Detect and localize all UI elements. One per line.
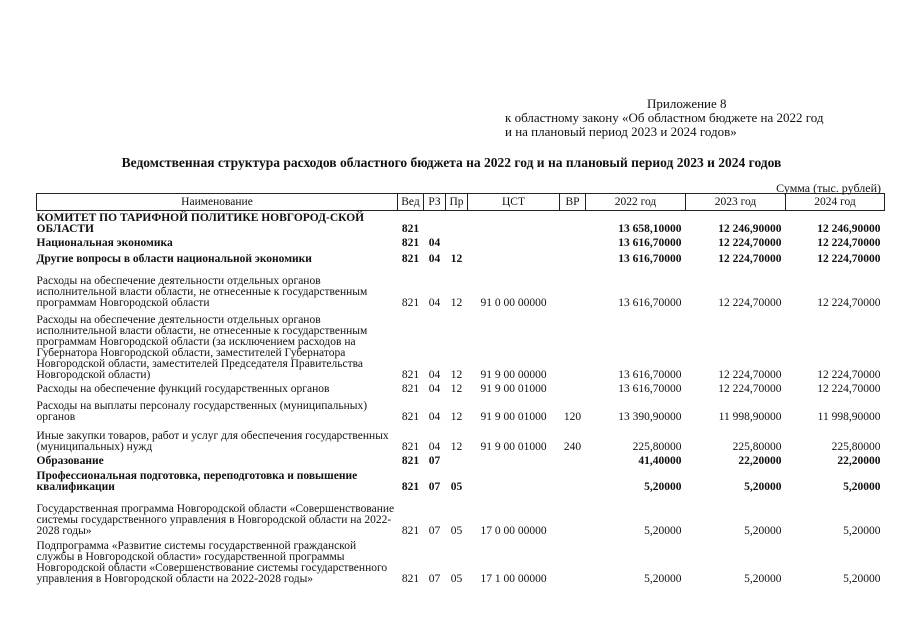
cell-vr: 120 <box>563 410 582 423</box>
cell-cst <box>468 236 560 250</box>
document-title: Ведомственная структура расходов областного бюджета на 2022 год и на плановый период 2023 и 2024 годов <box>121 155 782 170</box>
cell-name: Расходы на обеспечение деятельности отдельных органов исполнительной власти области, не отнесенные к государственным программам Новгородской области <box>36 274 368 309</box>
budget-table <box>36 193 885 586</box>
header-2023: 2023 год <box>686 194 786 211</box>
header-ved: Вед <box>398 194 424 211</box>
cell-ved: 821 <box>401 236 420 249</box>
table-row <box>37 396 885 424</box>
cell-ved: 821 <box>401 296 420 309</box>
cell-y2022: 13 616,70000 <box>618 368 682 381</box>
cell-pr <box>446 236 468 250</box>
cell-rz: 07 <box>428 524 441 537</box>
table-row <box>37 236 885 250</box>
units-note: Сумма (тыс. рублей) <box>776 181 881 195</box>
cell-vr <box>560 211 586 236</box>
table-row <box>37 424 885 454</box>
cell-ved: 821 <box>401 440 420 453</box>
cell-rz: 04 <box>428 368 441 381</box>
cell-y2022: 13 658,10000 <box>618 222 682 235</box>
cell-y2024: 11 998,90000 <box>817 410 881 423</box>
cell-cst <box>468 250 560 266</box>
cell-pr: 12 <box>450 296 463 309</box>
table-row <box>37 538 885 586</box>
appendix-title: Приложение 8 <box>647 96 727 111</box>
cell-rz: 04 <box>428 440 441 453</box>
cell-cst: 17 0 00 00000 <box>480 524 547 537</box>
cell-name: Национальная экономика <box>36 236 173 249</box>
cell-y2023: 22,20000 <box>738 454 782 467</box>
table-row <box>37 211 885 236</box>
cell-y2022: 41,40000 <box>638 454 682 467</box>
cell-y2024: 22,20000 <box>837 454 881 467</box>
cell-name: Подпрограмма «Развитие системы государственной гражданской службы в Новгородской области» государственной программы Новгородской области «Совершенствование системы государственного управления в Новгородской области на 2022-2028 годы» <box>36 539 388 585</box>
cell-pr <box>446 454 468 468</box>
cell-rz <box>424 211 446 236</box>
cell-pr: 12 <box>450 368 463 381</box>
cell-cst: 91 9 00 01000 <box>480 410 547 423</box>
cell-name: Расходы на выплаты персоналу государственных (муниципальных) органов <box>36 399 368 423</box>
appendix-line-2: и на плановый период 2023 и 2024 годов» <box>505 124 737 139</box>
cell-y2023: 12 224,70000 <box>718 252 782 265</box>
cell-y2022: 5,20000 <box>644 524 682 537</box>
header-rz: РЗ <box>424 194 446 211</box>
cell-y2024: 12 224,70000 <box>817 382 881 395</box>
cell-y2024: 12 224,70000 <box>817 368 881 381</box>
cell-vr <box>560 236 586 250</box>
cell-pr: 12 <box>450 440 463 453</box>
cell-y2024: 12 224,70000 <box>817 236 881 249</box>
cell-y2023: 5,20000 <box>744 524 782 537</box>
cell-rz: 04 <box>428 410 441 423</box>
cell-cst <box>468 454 560 468</box>
cell-vr: 240 <box>563 440 582 453</box>
cell-y2022: 225,80000 <box>632 440 682 453</box>
header-pr: Пр <box>446 194 468 211</box>
header-name: Наименование <box>37 194 398 211</box>
cell-ved: 821 <box>401 410 420 423</box>
cell-y2024: 225,80000 <box>831 440 881 453</box>
cell-name: Другие вопросы в области национальной экономики <box>36 252 312 265</box>
cell-name: Образование <box>36 454 104 467</box>
cell-pr: 05 <box>450 480 463 493</box>
cell-y2022: 13 616,70000 <box>618 236 682 249</box>
cell-ved: 821 <box>401 572 420 585</box>
cell-y2023: 5,20000 <box>744 572 782 585</box>
cell-pr: 05 <box>450 572 463 585</box>
cell-y2022: 5,20000 <box>644 480 682 493</box>
cell-y2024: 12 246,90000 <box>817 222 881 235</box>
cell-name: Иные закупки товаров, работ и услуг для обеспечения государственных (муниципальных) нужд <box>36 429 389 453</box>
cell-ved: 821 <box>401 454 420 467</box>
cell-y2023: 225,80000 <box>732 440 782 453</box>
cell-y2023: 11 998,90000 <box>718 410 782 423</box>
cell-y2022: 5,20000 <box>644 572 682 585</box>
cell-rz: 04 <box>428 252 441 265</box>
cell-y2023: 5,20000 <box>744 480 782 493</box>
cell-cst: 91 9 00 01000 <box>480 382 547 395</box>
cell-pr: 12 <box>450 382 463 395</box>
table-row <box>37 250 885 266</box>
cell-ved: 821 <box>401 382 420 395</box>
cell-y2024: 12 224,70000 <box>817 252 881 265</box>
cell-y2024: 5,20000 <box>843 572 881 585</box>
cell-y2023: 12 224,70000 <box>718 382 782 395</box>
cell-rz: 07 <box>428 572 441 585</box>
cell-cst <box>468 468 560 494</box>
cell-vr <box>560 538 586 586</box>
cell-rz: 04 <box>428 236 441 249</box>
cell-pr: 12 <box>450 252 463 265</box>
table-row <box>37 494 885 538</box>
cell-y2022: 13 616,70000 <box>618 296 682 309</box>
cell-vr <box>560 454 586 468</box>
cell-y2024: 5,20000 <box>843 480 881 493</box>
table-row <box>37 382 885 396</box>
cell-cst: 91 9 00 01000 <box>480 440 547 453</box>
header-vr: ВР <box>560 194 586 211</box>
cell-y2022: 13 390,90000 <box>618 410 682 423</box>
table-row <box>37 468 885 494</box>
cell-name: Расходы на обеспечение деятельности отдельных органов исполнительной власти области, не отнесенные к государственным программам Новгородской области (за исключением расходов на Губернатора Новгородской области, заместителей Губернатора Новгородской области, заместителей Председателя Правительства Новгородской области) <box>36 313 368 381</box>
header-2024: 2024 год <box>786 194 885 211</box>
cell-name: Профессиональная подготовка, переподготовка и повышение квалификации <box>36 469 358 493</box>
cell-cst: 91 9 00 00000 <box>480 368 547 381</box>
cell-y2023: 12 224,70000 <box>718 236 782 249</box>
cell-pr <box>446 211 468 236</box>
cell-vr <box>560 310 586 382</box>
cell-y2023: 12 224,70000 <box>718 296 782 309</box>
cell-rz: 07 <box>428 480 441 493</box>
cell-y2024: 12 224,70000 <box>817 296 881 309</box>
header-cst: ЦСТ <box>468 194 560 211</box>
cell-y2023: 12 224,70000 <box>718 368 782 381</box>
cell-y2022: 13 616,70000 <box>618 252 682 265</box>
header-2022: 2022 год <box>586 194 686 211</box>
cell-vr <box>560 250 586 266</box>
cell-name: КОМИТЕТ ПО ТАРИФНОЙ ПОЛИТИКЕ НОВГОРОД-СКОЙ ОБЛАСТИ <box>36 211 365 235</box>
cell-cst <box>468 211 560 236</box>
cell-vr <box>560 468 586 494</box>
cell-ved: 821 <box>401 222 420 235</box>
table-row <box>37 310 885 382</box>
cell-ved: 821 <box>401 252 420 265</box>
cell-y2024: 5,20000 <box>843 524 881 537</box>
cell-rz: 04 <box>428 296 441 309</box>
cell-rz: 07 <box>428 454 441 467</box>
cell-pr: 12 <box>450 410 463 423</box>
cell-pr: 05 <box>450 524 463 537</box>
cell-name: Расходы на обеспечение функций государственных органов <box>36 382 330 395</box>
cell-ved: 821 <box>401 368 420 381</box>
cell-ved: 821 <box>401 524 420 537</box>
cell-y2022: 13 616,70000 <box>618 382 682 395</box>
cell-y2023: 12 246,90000 <box>718 222 782 235</box>
cell-vr <box>560 494 586 538</box>
cell-rz: 04 <box>428 382 441 395</box>
cell-name: Государственная программа Новгородской области «Совершенствование системы государственного управления в Новгородской области на 2022-2028 годы» <box>36 502 395 537</box>
cell-ved: 821 <box>401 480 420 493</box>
appendix-block <box>505 97 895 139</box>
table-row <box>37 454 885 468</box>
table-row <box>37 266 885 310</box>
cell-cst: 91 0 00 00000 <box>480 296 547 309</box>
cell-cst: 17 1 00 00000 <box>480 572 547 585</box>
cell-vr <box>560 266 586 310</box>
appendix-line-1: к областному закону «Об областном бюджете на 2022 год <box>505 110 824 125</box>
table-header-row <box>37 194 885 211</box>
cell-vr <box>560 382 586 396</box>
